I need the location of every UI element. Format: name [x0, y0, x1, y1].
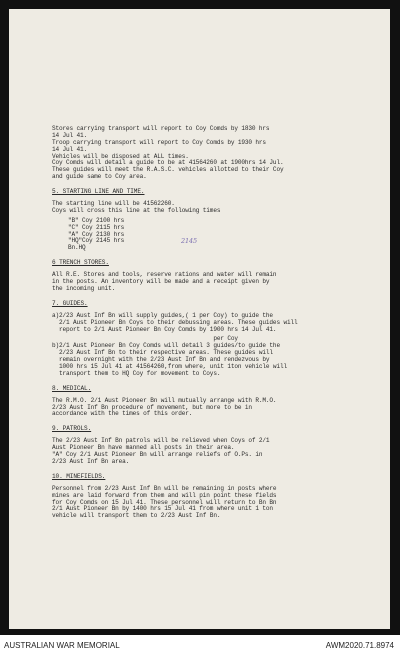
section-5-line: Coys will cross this line at the following times: [52, 206, 221, 214]
section-6-heading: 6 TRENCH STORES.: [52, 259, 109, 267]
section-6-line: the incoming unit.: [52, 284, 116, 292]
schedule-row: Bn.HQ: [68, 244, 86, 252]
section-6-text: [52, 272, 374, 293]
section-9-line: "A" Coy 2/1 Aust Pioneer Bn will arrange reliefs of O.Ps. in: [52, 451, 263, 459]
section-9-text: [52, 438, 374, 466]
section-7b-line: 1000 hrs 15 Jul 41 at 41564260,from where, unit 1ton vehicle will: [52, 362, 287, 370]
section-7b-line: remain overnight with the 2/23 Aust Inf Bn and rendezvous by: [52, 356, 270, 364]
section-5-heading: 5. STARTING LINE AND TIME.: [52, 188, 145, 196]
archive-footer: [0, 641, 400, 653]
schedule-row: "HQ"Coy 2145 hrs 2145: [68, 237, 197, 246]
section-6-line: in the posts. An inventory will be made and a receipt given by: [52, 278, 270, 286]
document-page: [9, 9, 390, 629]
section-5-line: The starting line will be 41562260.: [52, 200, 175, 208]
intro-paragraph: [52, 126, 374, 181]
section-9-line: The 2/23 Aust Inf Bn patrols will be relieved when Coys of 2/1: [52, 437, 270, 445]
section-8-heading: 8. MEDICAL.: [52, 384, 92, 392]
schedule-row: "B" Coy 2100 hrs: [68, 216, 125, 224]
section-7-heading: 7. GUIDES.: [52, 299, 88, 307]
section-10-line: for Coy Comds on 15 Jul 41. These personnel will return to Bn Bn: [52, 498, 277, 506]
document-body: [52, 126, 374, 520]
section-8-text: [52, 398, 374, 419]
section-8-line: The R.M.O. 2/1 Aust Pioneer Bn will mutually arrange with R.M.O.: [52, 396, 277, 404]
archive-reference: AWM2020.71.8974: [325, 641, 394, 650]
section-7b-line: b)2/1 Aust Pioneer Bn Coy Comds will detail 3 guides/to guide the: [52, 342, 280, 350]
intro-line: Troop carrying transport will report to Coy Comds by 1930 hrs: [52, 138, 266, 146]
intro-line: 14 Jul 41.: [52, 131, 88, 139]
section-7a-line: 2/1 Aust Pioneer Bn Coys to their debussing areas. These guides will: [52, 318, 298, 326]
schedule-row: "A" Coy 2130 hrs: [68, 230, 125, 238]
intro-line: Coy Comds will detail a guide to be at 41564260 at 1900hrs 14 Jul.: [52, 159, 284, 167]
archive-source: AUSTRALIAN WAR MEMORIAL: [4, 641, 120, 650]
section-9-heading: 9. PATROLS.: [52, 425, 92, 433]
handwritten-annotation: 2145: [181, 237, 197, 246]
section-10-line: 2/1 Aust Pioneer Bn by 1400 hrs 15 Jul 41 from where unit 1 ton: [52, 505, 273, 513]
section-7b-line: transport them to HQ Coy for movement to Coys.: [52, 369, 221, 377]
section-8-line: 2/23 Aust Inf Bn procedure of movement, but more to be in: [52, 403, 252, 411]
section-7b-line: per Coy: [52, 335, 238, 343]
intro-line: and guide same to Coy area.: [52, 173, 147, 181]
crossing-schedule: [52, 218, 374, 252]
section-10-line: vehicle will transport them to 2/23 Aust Inf Bn.: [52, 512, 221, 520]
section-8-line: accordance with the times of this order.: [52, 410, 193, 418]
section-7b-text: [52, 336, 374, 377]
section-10-text: [52, 486, 374, 520]
intro-line: 14 Jul 41.: [52, 145, 88, 153]
section-9-line: 2/23 Aust Inf Bn area.: [52, 457, 130, 465]
section-10-heading: 10. MINEFIELDS.: [52, 472, 106, 480]
intro-line: Stores carrying transport will report to Coy Comds by 1830 hrs: [52, 125, 270, 132]
section-9-line: Aust Pioneer Bn have manned all posts in their area.: [52, 444, 235, 452]
section-10-line: Personnel from 2/23 Aust Inf Bn will be remaining in posts where: [52, 484, 277, 492]
section-7a-line: report to 2/1 Aust Pioneer Bn Coy Comds by 1900 hrs 14 Jul 41.: [52, 325, 277, 333]
section-7a-text: [52, 313, 374, 334]
intro-line: Vehicles will be disposed at ALL times.: [52, 152, 189, 160]
intro-line: These guides will meet the R.A.S.C. vehicles allotted to their Coy: [52, 166, 284, 174]
section-5-text: [52, 201, 374, 215]
section-6-line: All R.E. Stores and tools, reserve rations and water will remain: [52, 271, 277, 279]
section-7a-line: a)2/23 Aust Inf Bn will supply guides,( 1 per Coy) to guide the: [52, 311, 273, 319]
section-7b-line: 2/23 Aust Inf Bn to their respective areas. These guides will: [52, 349, 273, 357]
section-10-line: mines are laid forward from them and will pin point these fields: [52, 491, 277, 499]
schedule-row: "C" Coy 2115 hrs: [68, 223, 125, 231]
